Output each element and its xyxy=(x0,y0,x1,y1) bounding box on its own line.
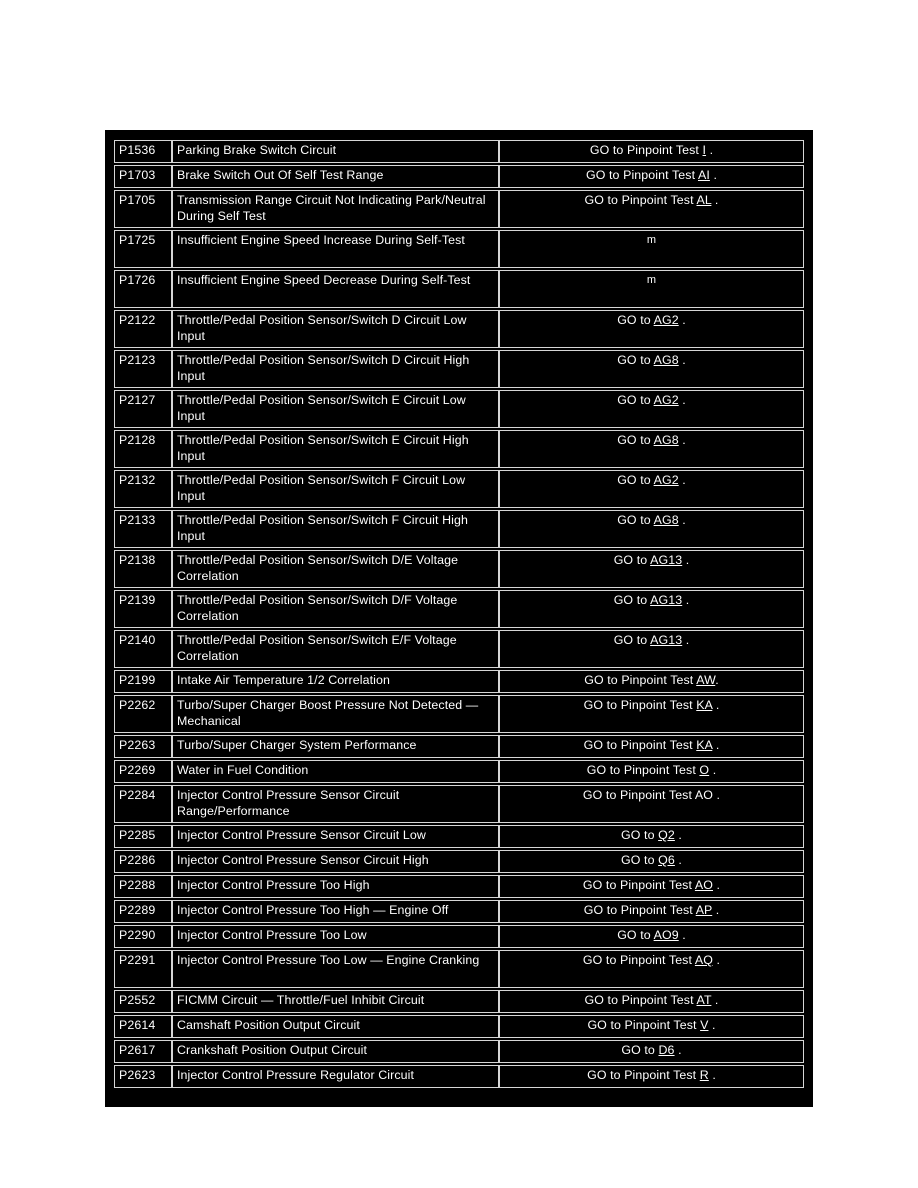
dtc-code-cell: P2284 xyxy=(114,785,172,823)
pinpoint-test-link[interactable]: AQ xyxy=(694,953,713,967)
pinpoint-test-link[interactable]: AO9 xyxy=(653,928,679,942)
action-suffix-text: . xyxy=(712,903,720,917)
table-row xyxy=(114,550,804,588)
table-row xyxy=(114,785,804,823)
dtc-description-cell: Injector Control Pressure Sensor Circuit High xyxy=(172,850,499,873)
dtc-description-cell: Injector Control Pressure Sensor Circuit Low xyxy=(172,825,499,848)
table-row xyxy=(114,695,804,733)
action-suffix-text: . xyxy=(682,593,690,607)
dtc-code-cell: P2123 xyxy=(114,350,172,388)
action-prefix-text: GO to Pinpoint Test xyxy=(587,1068,700,1082)
table-row xyxy=(114,390,804,428)
action-prefix-text: GO to xyxy=(617,433,654,447)
dtc-action-cell xyxy=(499,1015,804,1038)
action-prefix-text: GO to Pinpoint Test xyxy=(582,878,695,892)
dtc-action-cell xyxy=(499,390,804,428)
action-text: m xyxy=(646,234,657,246)
dtc-description-cell: Turbo/Super Charger System Performance xyxy=(172,735,499,758)
dtc-description-cell: Intake Air Temperature 1/2 Correlation xyxy=(172,670,499,693)
dtc-code-cell: P1726 xyxy=(114,270,172,308)
pinpoint-test-link[interactable]: AL xyxy=(696,193,712,207)
dtc-action-cell xyxy=(499,270,804,308)
pinpoint-test-link[interactable]: AG2 xyxy=(653,393,679,407)
table-row xyxy=(114,735,804,758)
action-prefix-text: GO to xyxy=(621,1043,659,1057)
dtc-code-cell: P2288 xyxy=(114,875,172,898)
table-row xyxy=(114,140,804,163)
pinpoint-test-link[interactable]: AW xyxy=(696,673,716,687)
dtc-description-cell: Water in Fuel Condition xyxy=(172,760,499,783)
table-row xyxy=(114,165,804,188)
action-suffix-text: . xyxy=(678,393,686,407)
dtc-code-cell: P2289 xyxy=(114,900,172,923)
dtc-description-cell: Throttle/Pedal Position Sensor/Switch D/F Voltage Correlation xyxy=(172,590,499,628)
table-row xyxy=(114,950,804,988)
dtc-description-cell: Crankshaft Position Output Circuit xyxy=(172,1040,499,1063)
dtc-code-cell: P2138 xyxy=(114,550,172,588)
dtc-action-cell xyxy=(499,190,804,228)
dtc-action-cell xyxy=(499,735,804,758)
dtc-description-cell: Transmission Range Circuit Not Indicating Park/Neutral During Self Test xyxy=(172,190,499,228)
action-suffix-text: . xyxy=(674,828,682,842)
action-suffix-text: . xyxy=(709,168,717,182)
dtc-description-cell: Injector Control Pressure Too Low xyxy=(172,925,499,948)
action-suffix-text: . xyxy=(713,878,721,892)
dtc-action-cell xyxy=(499,670,804,693)
dtc-description-cell: Injector Control Pressure Regulator Circuit xyxy=(172,1065,499,1088)
dtc-action-cell xyxy=(499,550,804,588)
action-prefix-text: GO to Pinpoint Test xyxy=(582,953,695,967)
dtc-code-cell: P2291 xyxy=(114,950,172,988)
dtc-action-cell xyxy=(499,825,804,848)
table-row xyxy=(114,510,804,548)
dtc-action-cell xyxy=(499,900,804,923)
action-prefix-text: GO to Pinpoint Test xyxy=(584,993,697,1007)
dtc-code-cell: P1703 xyxy=(114,165,172,188)
dtc-action-cell xyxy=(499,695,804,733)
action-suffix-text: . xyxy=(674,1043,682,1057)
dtc-description-cell: Brake Switch Out Of Self Test Range xyxy=(172,165,499,188)
action-suffix-text: . xyxy=(711,993,719,1007)
dtc-action-cell xyxy=(499,785,804,823)
action-suffix-text: . xyxy=(678,473,686,487)
dtc-description-cell: Throttle/Pedal Position Sensor/Switch F Circuit Low Input xyxy=(172,470,499,508)
table-row xyxy=(114,190,804,228)
action-suffix-text: . xyxy=(713,788,721,802)
table-row xyxy=(114,590,804,628)
dtc-code-cell: P2132 xyxy=(114,470,172,508)
action-prefix-text: GO to Pinpoint Test xyxy=(583,738,697,752)
action-prefix-text: GO to Pinpoint Test xyxy=(586,763,700,777)
action-suffix-text: . xyxy=(678,928,686,942)
action-suffix-text: . xyxy=(706,143,714,157)
table-row xyxy=(114,270,804,308)
dtc-code-cell: P2286 xyxy=(114,850,172,873)
dtc-action-cell xyxy=(499,875,804,898)
action-suffix-text: . xyxy=(678,513,686,527)
dtc-code-cell: P2623 xyxy=(114,1065,172,1088)
table-row xyxy=(114,470,804,508)
action-prefix-text: GO to xyxy=(621,853,659,867)
dtc-description-cell: Injector Control Pressure Too High — Engine Off xyxy=(172,900,499,923)
pinpoint-test-link[interactable]: AG2 xyxy=(653,313,679,327)
dtc-code-cell: P1536 xyxy=(114,140,172,163)
pinpoint-test-link[interactable]: AT xyxy=(696,993,712,1007)
action-prefix-text: GO to xyxy=(621,828,659,842)
pinpoint-test-link[interactable]: Q6 xyxy=(658,853,675,867)
dtc-description-cell: Turbo/Super Charger Boost Pressure Not Detected — Mechanical xyxy=(172,695,499,733)
action-suffix-text: . xyxy=(682,633,690,647)
table-row xyxy=(114,310,804,348)
pinpoint-test-link[interactable]: Q2 xyxy=(658,828,675,842)
dtc-code-cell: P2269 xyxy=(114,760,172,783)
dtc-description-cell: Insufficient Engine Speed Increase During Self-Test xyxy=(172,230,499,268)
table-row xyxy=(114,1015,804,1038)
dtc-action-cell xyxy=(499,950,804,988)
table-row xyxy=(114,850,804,873)
action-prefix-text: GO to xyxy=(617,513,654,527)
dtc-action-cell xyxy=(499,1065,804,1088)
action-prefix-text: GO to xyxy=(617,313,654,327)
table-row xyxy=(114,350,804,388)
action-suffix-text: . xyxy=(712,698,720,712)
pinpoint-test-link[interactable]: AG13 xyxy=(650,633,683,647)
dtc-code-cell: P2263 xyxy=(114,735,172,758)
action-suffix-text: . xyxy=(711,193,719,207)
dtc-description-cell: Throttle/Pedal Position Sensor/Switch D Circuit Low Input xyxy=(172,310,499,348)
dtc-description-cell: Camshaft Position Output Circuit xyxy=(172,1015,499,1038)
action-suffix-text: . xyxy=(682,553,690,567)
action-prefix-text: GO to Pinpoint Test xyxy=(589,143,703,157)
action-suffix-text: . xyxy=(713,953,721,967)
table-row xyxy=(114,990,804,1013)
dtc-action-cell xyxy=(499,1040,804,1063)
pinpoint-test-link[interactable]: R xyxy=(699,1068,709,1082)
action-prefix-text: GO to xyxy=(617,393,654,407)
pinpoint-test-link[interactable]: I xyxy=(702,143,707,157)
table-row xyxy=(114,925,804,948)
dtc-code-cell: P2552 xyxy=(114,990,172,1013)
pinpoint-test-link[interactable]: AI xyxy=(697,168,710,182)
action-suffix-text: . xyxy=(678,313,686,327)
action-prefix-text: GO to xyxy=(617,928,654,942)
dtc-code-cell: P2290 xyxy=(114,925,172,948)
dtc-description-cell: FICMM Circuit — Throttle/Fuel Inhibit Circuit xyxy=(172,990,499,1013)
dtc-description-cell: Throttle/Pedal Position Sensor/Switch E Circuit Low Input xyxy=(172,390,499,428)
dtc-description-cell: Injector Control Pressure Too High xyxy=(172,875,499,898)
dtc-action-cell xyxy=(499,510,804,548)
dtc-action-cell xyxy=(499,310,804,348)
pinpoint-test-link[interactable]: D6 xyxy=(658,1043,675,1057)
dtc-table-body xyxy=(114,140,804,1088)
action-suffix-text: . xyxy=(712,738,720,752)
table-row xyxy=(114,760,804,783)
dtc-action-cell xyxy=(499,350,804,388)
dtc-code-cell: P2614 xyxy=(114,1015,172,1038)
dtc-action-cell xyxy=(499,760,804,783)
dtc-description-cell: Throttle/Pedal Position Sensor/Switch F Circuit High Input xyxy=(172,510,499,548)
dtc-action-cell xyxy=(499,230,804,268)
dtc-code-cell: P2285 xyxy=(114,825,172,848)
dtc-description-cell: Throttle/Pedal Position Sensor/Switch E/F Voltage Correlation xyxy=(172,630,499,668)
dtc-code-cell: P1725 xyxy=(114,230,172,268)
dtc-action-cell xyxy=(499,590,804,628)
action-prefix-text: GO to Pinpoint Test xyxy=(582,788,695,802)
pinpoint-test-link[interactable]: V xyxy=(700,1018,709,1032)
pinpoint-test-link[interactable]: KA xyxy=(696,738,713,752)
dtc-action-cell xyxy=(499,630,804,668)
dtc-action-cell xyxy=(499,990,804,1013)
pinpoint-test-link[interactable]: AG13 xyxy=(650,553,683,567)
table-row xyxy=(114,825,804,848)
dtc-action-cell xyxy=(499,140,804,163)
table-row xyxy=(114,900,804,923)
dtc-description-cell: Injector Control Pressure Sensor Circuit Range/Performance xyxy=(172,785,499,823)
dtc-description-cell: Throttle/Pedal Position Sensor/Switch D/E Voltage Correlation xyxy=(172,550,499,588)
dtc-code-cell: P2133 xyxy=(114,510,172,548)
action-suffix-text: . xyxy=(674,853,682,867)
table-row xyxy=(114,230,804,268)
pinpoint-test-link[interactable]: AO xyxy=(694,788,713,802)
dtc-code-cell: P2122 xyxy=(114,310,172,348)
table-row xyxy=(114,430,804,468)
action-prefix-text: GO to xyxy=(617,353,654,367)
dtc-description-cell: Throttle/Pedal Position Sensor/Switch E Circuit High Input xyxy=(172,430,499,468)
dtc-action-cell xyxy=(499,430,804,468)
action-prefix-text: GO to Pinpoint Test xyxy=(583,903,696,917)
action-suffix-text: . xyxy=(708,1018,716,1032)
dtc-code-cell: P2128 xyxy=(114,430,172,468)
dtc-action-cell xyxy=(499,470,804,508)
action-suffix-text: . xyxy=(708,1068,716,1082)
pinpoint-test-link[interactable]: O xyxy=(699,763,710,777)
table-row xyxy=(114,630,804,668)
action-prefix-text: GO to Pinpoint Test xyxy=(583,698,697,712)
action-suffix-text: . xyxy=(678,433,686,447)
table-row xyxy=(114,670,804,693)
dtc-table xyxy=(114,138,804,1090)
action-suffix-text: . xyxy=(709,763,717,777)
dtc-description-cell: Throttle/Pedal Position Sensor/Switch D Circuit High Input xyxy=(172,350,499,388)
action-prefix-text: GO to Pinpoint Test xyxy=(584,673,697,687)
dtc-table-frame xyxy=(105,130,813,1107)
pinpoint-test-link[interactable]: AO xyxy=(694,878,713,892)
table-row xyxy=(114,1065,804,1088)
dtc-description-cell: Insufficient Engine Speed Decrease During Self-Test xyxy=(172,270,499,308)
dtc-code-cell: P1705 xyxy=(114,190,172,228)
pinpoint-test-link[interactable]: AP xyxy=(695,903,713,917)
action-prefix-text: GO to xyxy=(613,553,651,567)
pinpoint-test-link[interactable]: KA xyxy=(696,698,713,712)
action-prefix-text: GO to xyxy=(617,473,654,487)
action-prefix-text: GO to xyxy=(613,593,651,607)
dtc-action-cell xyxy=(499,165,804,188)
dtc-code-cell: P2139 xyxy=(114,590,172,628)
action-prefix-text: GO to Pinpoint Test xyxy=(584,193,697,207)
action-text: m xyxy=(646,274,657,286)
dtc-code-cell: P2262 xyxy=(114,695,172,733)
pinpoint-test-link[interactable]: AG8 xyxy=(653,513,679,527)
action-suffix-text: . xyxy=(678,353,686,367)
table-row xyxy=(114,875,804,898)
dtc-code-cell: P2140 xyxy=(114,630,172,668)
pinpoint-test-link[interactable]: AG8 xyxy=(653,433,679,447)
action-prefix-text: GO to Pinpoint Test xyxy=(586,168,698,182)
action-suffix-text: . xyxy=(715,673,719,687)
dtc-description-cell: Parking Brake Switch Circuit xyxy=(172,140,499,163)
table-row xyxy=(114,1040,804,1063)
dtc-action-cell xyxy=(499,850,804,873)
pinpoint-test-link[interactable]: AG8 xyxy=(653,353,679,367)
dtc-code-cell: P2199 xyxy=(114,670,172,693)
dtc-code-cell: P2617 xyxy=(114,1040,172,1063)
action-prefix-text: GO to xyxy=(613,633,651,647)
dtc-action-cell xyxy=(499,925,804,948)
dtc-code-cell: P2127 xyxy=(114,390,172,428)
pinpoint-test-link[interactable]: AG2 xyxy=(653,473,679,487)
action-prefix-text: GO to Pinpoint Test xyxy=(587,1018,701,1032)
dtc-description-cell: Injector Control Pressure Too Low — Engine Cranking xyxy=(172,950,499,988)
pinpoint-test-link[interactable]: AG13 xyxy=(650,593,683,607)
